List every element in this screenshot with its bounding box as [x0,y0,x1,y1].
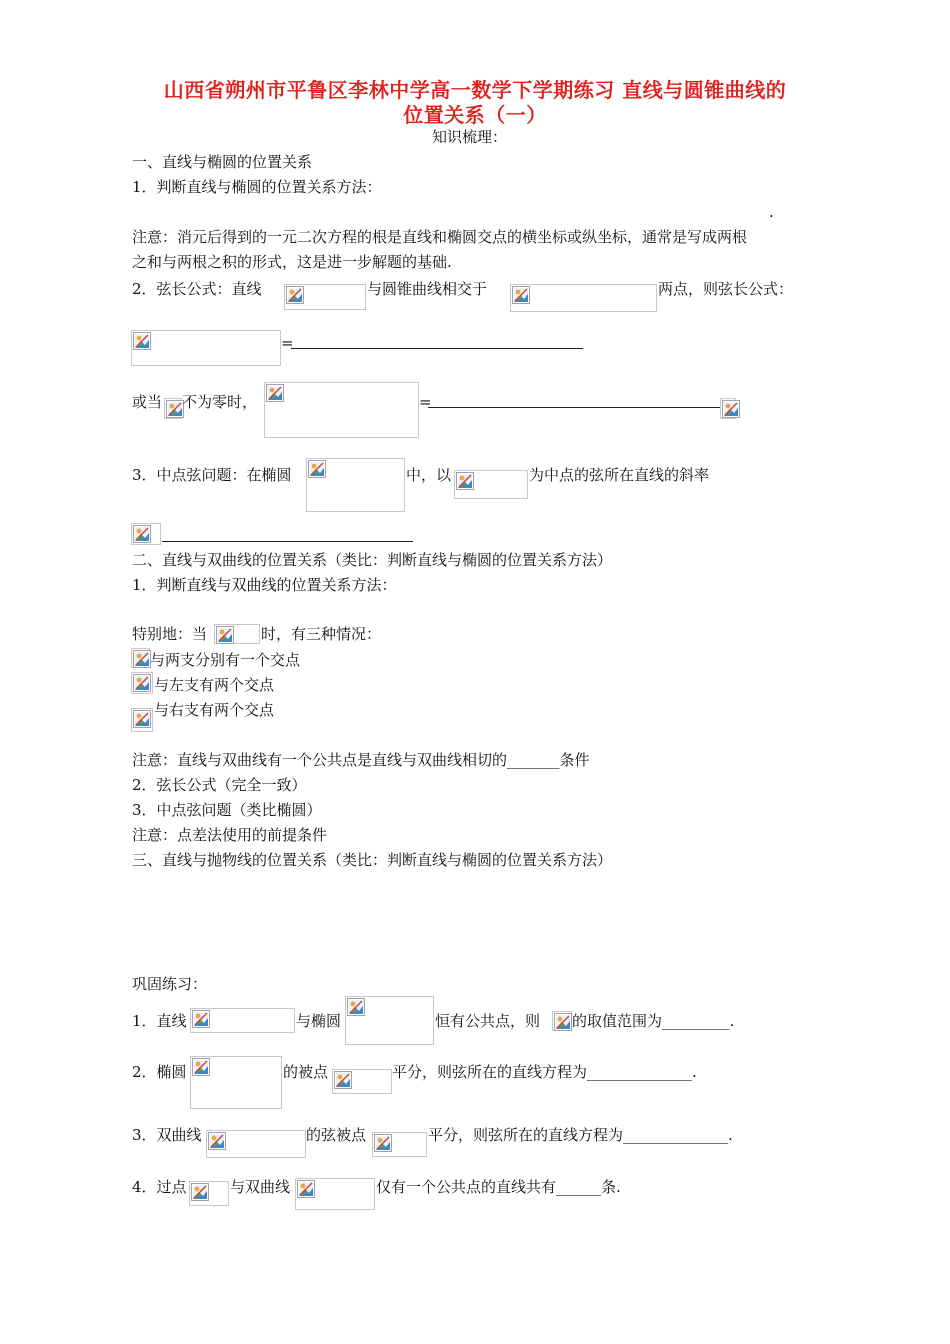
broken-image-icon [334,1071,352,1089]
broken-image-icon [266,384,284,402]
section1-note-line2: 之和与两根之积的形式，这是进一步解题的基础. [132,253,452,271]
practice1-a: 1．直线 [132,1012,187,1030]
formula-image-ellipse [306,458,405,512]
broken-image-icon [286,286,304,304]
practice1-b: 与椭圆 [296,1012,342,1030]
chord-label-c: 两点，则弦长公式： [658,280,794,298]
case-3: 与右支有两个交点 [154,701,275,719]
formula-image-chord2 [264,382,419,438]
formula-image-case1 [131,648,150,668]
chord-label-a: 2．弦长公式：直线 [132,280,262,298]
formula-image-p2-ellipse [190,1056,282,1109]
case-1: 与两支分别有一个交点 [150,651,301,669]
practice-heading: 巩固练习： [132,975,208,993]
practice1-d: 的取值范围为_________. [572,1012,735,1030]
eq-sign-1: = [281,334,294,352]
formula-image-chord [131,330,281,366]
practice2-b: 的被点 [283,1063,329,1081]
broken-image-icon [192,1010,210,1028]
section2-item1: 1．判断直线与双曲线的位置关系方法： [132,576,397,594]
broken-image-icon [216,626,234,644]
broken-image-icon [347,998,365,1016]
eq-sign-2: = [419,393,432,411]
section2-note: 注意：直线与双曲线有一个公共点是直线与双曲线相切的_______条件 [132,751,590,769]
broken-image-icon [133,650,151,668]
broken-image-icon [456,472,474,490]
practice4-a: 4．过点 [132,1178,187,1196]
broken-image-icon [208,1132,226,1150]
broken-image-icon [192,1058,210,1076]
practice3-b: 的弦被点 [306,1126,367,1144]
formula-image-p1-ellipse [345,996,434,1045]
midpoint-label-b: 中，以 [406,466,452,484]
or-when-a: 或当 [132,393,163,411]
special-label-b: 时，有三种情况： [261,625,382,643]
formula-image-p4-point [189,1181,229,1206]
doc-title-line1: 山西省朔州市平鲁区李林中学高一数学下学期练习 直线与圆锥曲线的 [163,78,787,102]
answer-line-1 [291,348,583,349]
section1-item1: 1．判断直线与椭圆的位置关系方法： [132,178,382,196]
broken-image-icon [308,460,326,478]
answer-line-2 [428,407,720,408]
formula-image-slope [131,523,161,545]
broken-image-icon [374,1134,392,1152]
section2-heading: 二、直线与双曲线的位置关系（类比：判断直线与椭圆的位置关系方法） [132,551,613,569]
broken-image-icon [133,332,151,350]
practice2-c: 平分，则弦所在的直线方程为______________. [392,1063,697,1081]
broken-image-icon [191,1183,209,1201]
section2-item3: 3．中点弦问题（类比椭圆） [132,801,322,819]
practice1-c: 恒有公共点，则 [435,1012,541,1030]
section1-heading: 一、直线与椭圆的位置关系 [132,153,313,171]
formula-image-k [164,398,182,419]
formula-image-case3 [131,708,153,732]
case-2: 与左支有两个交点 [154,676,275,694]
broken-image-icon [512,286,530,304]
formula-image-p1-m [552,1011,572,1031]
section1-note-line1: 注意：消元后得到的一元二次方程的根是直线和椭圆交点的横坐标或纵坐标，通常是写成两根 [132,228,748,246]
doc-title-line2: 位置关系（一） [403,103,547,127]
formula-image-midpoint [454,470,528,499]
section2-item2: 2．弦长公式（完全一致） [132,776,307,794]
chord-label-b: 与圆锥曲线相交于 [367,280,488,298]
formula-image-end [720,398,736,419]
special-label-a: 特别地：当 [132,625,208,643]
formula-image-p3-point [372,1132,427,1157]
answer-line-3 [162,541,413,542]
knowledge-subtitle: 知识梳理： [432,128,508,146]
section3-heading: 三、直线与抛物线的位置关系（类比：判断直线与椭圆的位置关系方法） [132,851,613,869]
section1-dot: . [769,203,774,221]
practice4-c: 仅有一个公共点的直线共有______条. [376,1178,621,1196]
broken-image-icon [133,674,151,692]
broken-image-icon [297,1180,315,1198]
broken-image-icon [722,400,740,418]
midpoint-label-c: 为中点的弦所在直线的斜率 [529,466,710,484]
practice3-a: 3．双曲线 [132,1126,202,1144]
section2-note2: 注意：点差法使用的前提条件 [132,826,328,844]
formula-image-p1-line [190,1008,295,1033]
midpoint-label-a: 3．中点弦问题：在椭圆 [132,466,292,484]
practice3-c: 平分，则弦所在的直线方程为______________. [428,1126,733,1144]
practice4-b: 与双曲线 [230,1178,291,1196]
broken-image-icon [133,525,151,543]
formula-image-points [510,284,657,312]
formula-image-p2-point [332,1069,392,1094]
practice2-a: 2．椭圆 [132,1063,187,1081]
formula-image-case2 [131,672,153,694]
formula-image-p3-hyperbola [206,1130,306,1158]
formula-image-condition [214,624,260,644]
or-when-b: 不为零时， [182,393,258,411]
formula-image-line [284,284,366,310]
broken-image-icon [133,710,151,728]
broken-image-icon [554,1013,572,1031]
formula-image-p4-hyperbola [295,1178,375,1210]
